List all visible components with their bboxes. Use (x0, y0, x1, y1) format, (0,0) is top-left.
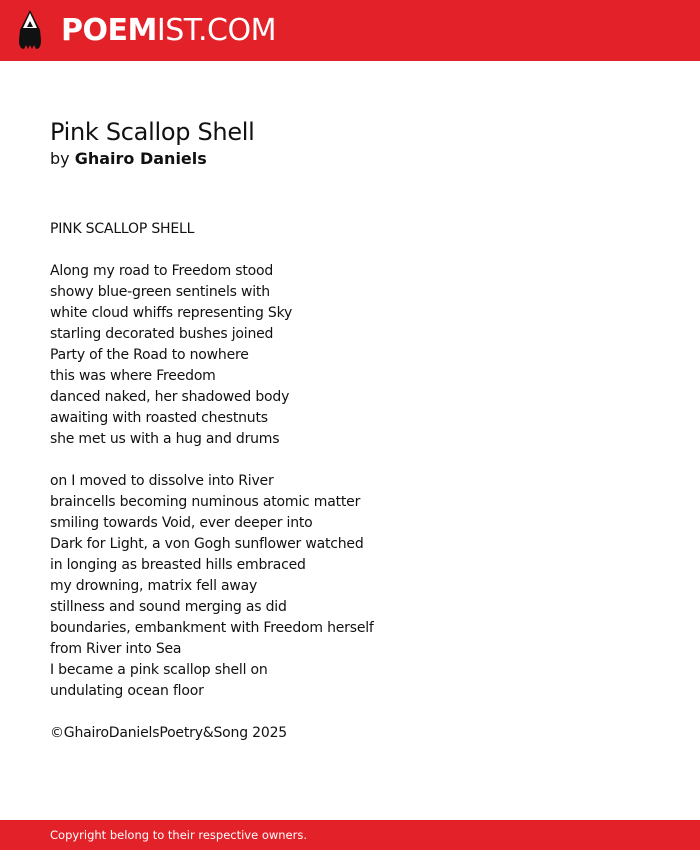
logo-text-strong: POEM (61, 13, 157, 48)
poem-author[interactable]: Ghairo Daniels (74, 149, 207, 168)
poem-line: Along my road to Freedom stood (50, 263, 274, 279)
site-logo-text (61, 9, 276, 53)
poem-line: I became a pink scallop shell on (50, 662, 268, 678)
poem-line: from River into Sea (50, 641, 182, 657)
poem-byline (50, 149, 670, 169)
site-footer (0, 820, 700, 850)
poem-line: white cloud whiffs representing Sky (50, 305, 293, 321)
poem-line: she met us with a hug and drums (50, 431, 280, 447)
poem-line: my drowning, matrix fell away (50, 578, 258, 594)
poem-line: Dark for Light, a von Gogh sunflower watched (50, 536, 364, 552)
footer-copyright: Copyright belong to their respective owners. (50, 828, 308, 842)
poem-line: undulating ocean floor (50, 683, 204, 699)
site-logo-link[interactable] (15, 9, 276, 53)
poem-title: Pink Scallop Shell (50, 118, 255, 146)
poem-line: stillness and sound merging as did (50, 599, 287, 615)
poem-line: boundaries, embankment with Freedom herself (50, 620, 374, 636)
poem-line: on I moved to dissolve into River (50, 473, 274, 489)
poem-heading: PINK SCALLOP SHELL (50, 221, 195, 237)
stanza-break (50, 450, 670, 471)
poem-line: smiling towards Void, ever deeper into (50, 515, 313, 531)
poem-body (50, 219, 670, 744)
poem-line: braincells becoming numinous atomic matter (50, 494, 361, 510)
poem-line: danced naked, her shadowed body (50, 389, 290, 405)
poem-line: Party of the Road to nowhere (50, 347, 249, 363)
poem-copyright: ©GhairoDanielsPoetry&Song 2025 (50, 725, 287, 741)
poem-stanza-2 (50, 471, 670, 702)
poem-stanza-1 (50, 261, 670, 450)
site-header (0, 0, 700, 61)
poem-line: starling decorated bushes joined (50, 326, 274, 342)
poem-line: in longing as breasted hills embraced (50, 557, 306, 573)
poem-line: this was where Freedom (50, 368, 216, 384)
poem-line: awaiting with roasted chestnuts (50, 410, 268, 426)
stanza-break (50, 702, 670, 723)
byline-label: by (50, 149, 70, 168)
poem-content (50, 115, 670, 744)
pen-nib-icon (15, 9, 45, 53)
logo-text-light: IST.COM (156, 13, 276, 48)
poem-line: showy blue-green sentinels with (50, 284, 270, 300)
stanza-break (50, 240, 670, 261)
